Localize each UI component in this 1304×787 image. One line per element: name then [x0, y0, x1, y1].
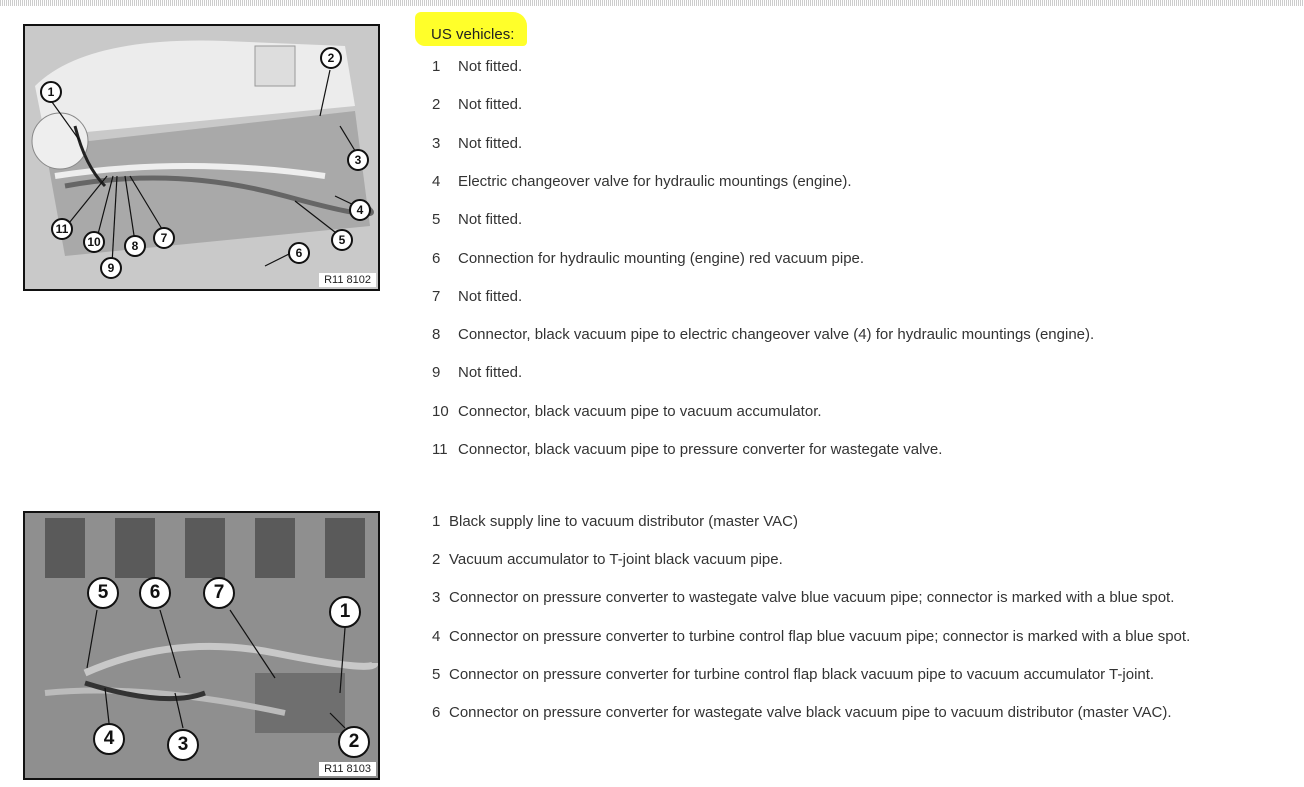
legend-number: 9	[432, 364, 441, 382]
callout-4: 4	[93, 723, 125, 755]
legend-text: Not fitted.	[458, 211, 523, 229]
legend-text: Not fitted.	[458, 364, 523, 382]
legend-item	[432, 211, 522, 228]
legend-number: 5	[432, 665, 441, 683]
callout-9: 9	[100, 257, 122, 279]
legend-number: 6	[432, 704, 441, 721]
figure-pressure-converter	[23, 511, 380, 780]
callout-5: 5	[87, 577, 119, 609]
legend-item	[432, 551, 783, 568]
legend-text: Connector on pressure converter to turbine control flap blue vacuum pipe; connector is marked with a blue spot.	[449, 627, 1191, 645]
legend-item	[432, 288, 522, 305]
legend-item	[432, 403, 822, 420]
legend-text: Connector, black vacuum pipe to pressure converter for wastegate valve.	[458, 441, 943, 458]
legend-number: 4	[432, 627, 441, 645]
section-heading: US vehicles:	[431, 26, 515, 43]
legend-number: 5	[432, 211, 441, 229]
legend-item	[432, 58, 522, 75]
callout-3: 3	[167, 729, 199, 761]
callout-6: 6	[288, 242, 310, 264]
legend-text: Black supply line to vacuum distributor (master VAC)	[449, 513, 799, 530]
legend-text: Not fitted.	[458, 96, 523, 114]
legend-number: 2	[432, 551, 441, 569]
legend-number: 7	[432, 287, 441, 305]
callout-7: 7	[203, 577, 235, 609]
callout-2: 2	[338, 726, 370, 758]
legend-number: 11	[432, 441, 448, 458]
legend-text: Not fitted.	[458, 287, 523, 305]
legend-item	[432, 628, 1190, 645]
legend-text: Vacuum accumulator to T-joint black vacuum pipe.	[449, 551, 783, 569]
callout-6: 6	[139, 577, 171, 609]
legend-number: 10	[432, 402, 449, 420]
callout-5: 5	[331, 229, 353, 251]
figure-engine-vacuum-us	[23, 24, 380, 291]
figure-code: R11 8102	[319, 273, 376, 287]
legend-item	[432, 96, 522, 113]
legend-number: 4	[432, 172, 441, 190]
callout-8: 8	[124, 235, 146, 257]
legend-number: 2	[432, 96, 441, 114]
legend-item	[432, 326, 1094, 343]
legend-item	[432, 666, 1154, 683]
legend-text: Electric changeover valve for hydraulic mountings (engine).	[458, 172, 852, 190]
legend-number: 3	[432, 589, 441, 607]
legend-item	[432, 364, 522, 381]
legend-text: Connector, black vacuum pipe to electric changeover valve (4) for hydraulic mountings (engine).	[458, 326, 1095, 344]
legend-text: Not fitted.	[458, 134, 523, 152]
callout-11: 11	[51, 218, 73, 240]
legend-item	[432, 704, 1172, 721]
legend-text: Not fitted.	[458, 58, 523, 75]
callout-7: 7	[153, 227, 175, 249]
legend-number: 3	[432, 134, 441, 152]
legend-item	[432, 250, 864, 267]
engine-illustration	[25, 513, 378, 778]
legend-text: Connector on pressure converter for turbine control flap black vacuum pipe to vacuum accumulator T-joint.	[449, 665, 1155, 683]
legend-number: 1	[432, 58, 441, 75]
callout-2: 2	[320, 47, 342, 69]
callout-4: 4	[349, 199, 371, 221]
legend-number: 8	[432, 326, 441, 344]
callout-1: 1	[329, 596, 361, 628]
legend-number: 6	[432, 249, 441, 267]
legend-item	[432, 173, 852, 190]
legend-item	[432, 135, 522, 152]
legend-text: Connector on pressure converter to wastegate valve blue vacuum pipe; connector is marked with a blue spot.	[449, 589, 1175, 607]
top-divider	[0, 0, 1304, 6]
legend-text: Connector on pressure converter for wastegate valve black vacuum pipe to vacuum distributor (master VAC).	[449, 704, 1172, 721]
callout-10: 10	[83, 231, 105, 253]
legend-item	[432, 589, 1174, 606]
figure-code: R11 8103	[319, 762, 376, 776]
callout-1: 1	[40, 81, 62, 103]
callout-3: 3	[347, 149, 369, 171]
legend-item	[432, 441, 942, 458]
legend-number: 1	[432, 513, 441, 530]
legend-text: Connector, black vacuum pipe to vacuum accumulator.	[458, 402, 822, 420]
legend-item	[432, 513, 798, 530]
legend-text: Connection for hydraulic mounting (engine) red vacuum pipe.	[458, 249, 865, 267]
